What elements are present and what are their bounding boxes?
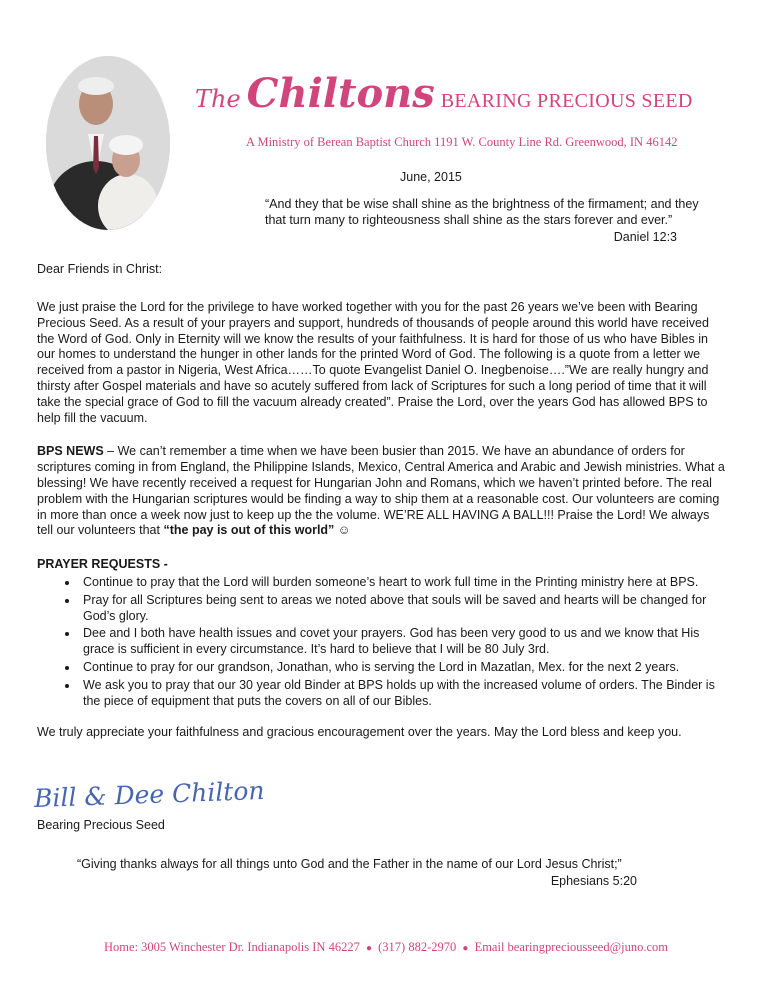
closing-paragraph: We truly appreciate your faithfulness and gracious encouragement over the years. May the Lord bless and keep you.	[37, 725, 682, 740]
masthead	[195, 70, 693, 117]
couple-photo	[46, 56, 170, 230]
prayer-item: • Dee and I both have health issues and covet your prayers. God has been very good to us and we know that His grace is sufficient in every circumstance. It’s hard to believe that I will be 80 July 3rd.	[79, 626, 725, 658]
prayer-requests-list	[37, 575, 725, 709]
footer-verse-reference: Ephesians 5:20	[550, 874, 637, 888]
prayer-item: • Pray for all Scriptures being sent to areas we noted above that souls will be saved and hearts will be changed for God’s glory.	[79, 593, 725, 625]
handwritten-signature: Bill & Dee Chilton	[33, 775, 265, 814]
ministry-address: A Ministry of Berean Baptist Church 1191 W. County Line Rd. Greenwood, IN 46142	[246, 135, 678, 149]
prayer-item: • Continue to pray for our grandson, Jonathan, who is serving the Lord in Mazatlan, Mex. for the next 2 years.	[79, 660, 725, 676]
letter-date: June, 2015	[400, 170, 462, 184]
bps-news-emphasis: “the pay is out of this world”	[163, 523, 335, 538]
prayer-requests-heading: PRAYER REQUESTS -	[37, 557, 168, 572]
masthead-tagline: BEARING PRECIOUS SEED	[440, 90, 693, 112]
contact-email: Email bearingpreciousseed@juno.com	[474, 940, 668, 954]
greeting: Dear Friends in Christ:	[37, 262, 163, 276]
signature-organization: Bearing Precious Seed	[37, 818, 165, 832]
prayer-item: • Continue to pray that the Lord will burden someone’s heart to work full time in the Printing ministry here at BPS.	[79, 575, 725, 591]
footer-verse-text: “Giving thanks always for all things unto God and the Father in the name of our Lord Jesus Christ;”	[77, 857, 622, 871]
opening-verse-text: “And they that be wise shall shine as the brightness of the firmament; and they that turn many to righteousness shall shine as the stars forever and ever.”	[265, 197, 699, 227]
contact-phone: (317) 882-2970	[378, 940, 457, 954]
contact-footer	[0, 940, 772, 955]
masthead-the: The	[195, 85, 241, 113]
smiley-icon: ☺	[334, 523, 351, 538]
bps-news-label: BPS NEWS	[37, 444, 104, 459]
prayer-item: • We ask you to pray that our 30 year old Binder at BPS holds up with the increased volume of orders. The Binder is the piece of equipment that puts the covers on all of our Bibles.	[79, 678, 725, 710]
bps-news-text: – We can’t remember a time when we have been busier than 2015. We have an abundance of orders for scriptures coming in from England, the Philippine Islands, Mexico, Central America and Arabic and Jewish ministries. What a blessing! We have recently received a request for Hungarian John and Romans, which we haven’t printed before. The real problem with the Hungarian scriptures would be finding a way to ship them at a reasonable cost. Our volunteers are coming in more than once a week now just to keep up the the volume. WE’RE ALL HAVING A BALL!!! Praise the Lord! We always tell our volunteers that	[37, 444, 725, 538]
bullet-icon: ●	[462, 943, 469, 954]
opening-verse	[265, 196, 715, 245]
paragraph-intro: We just praise the Lord for the privilege to have worked together with you for the past 26 years we’ve been with Bearing Precious Seed. As a result of your prayers and support, hundreds of thousands of people around this world have received the Word of God. Only in Eternity will we know the results of your faithfulness. It is hard for those of us who have Bibles in our homes to understand the hunger in other lands for the printed Word of God. The following is a quote from a letter we received from a pastor in Nigeria, West Africa……To quote Evangelist Daniel O. Inegbenoise….”We are really hungry and thirsty after Gospel materials and have so acutely suffered from lack of Scriptures for such a long period of time that it will take the special grace of God to fill the vacuum already created”. Praise the Lord, over the years God has allowed BPS to help fill the vacuum.	[37, 300, 709, 425]
bullet-icon: ●	[365, 943, 373, 954]
masthead-name: Chiltons	[246, 70, 435, 117]
letter-body	[37, 300, 725, 759]
footer-verse	[77, 856, 637, 889]
bps-news-paragraph	[37, 444, 725, 539]
opening-verse-reference: Daniel 12:3	[613, 230, 677, 244]
contact-home: Home: 3005 Winchester Dr. Indianapolis IN 46227	[104, 940, 360, 954]
